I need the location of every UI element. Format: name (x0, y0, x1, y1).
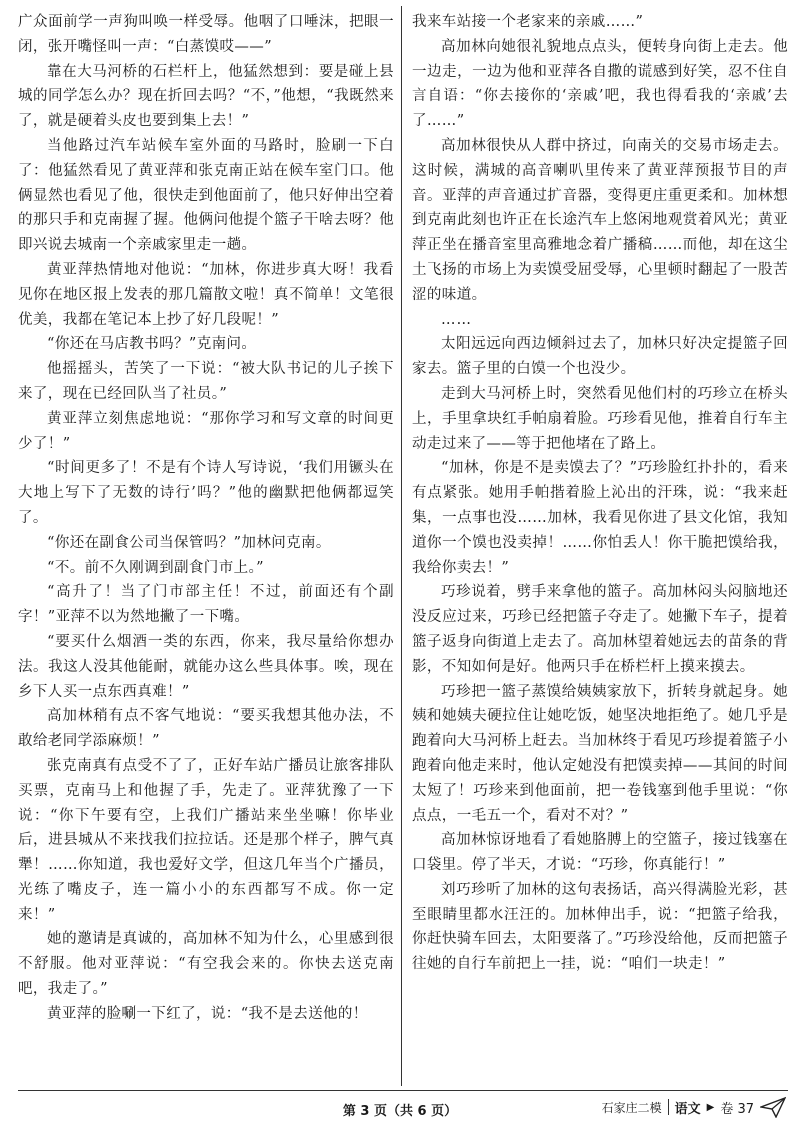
paragraph: 刘巧珍听了加林的这句表扬话，高兴得满脸光彩，甚至眼睛里都水汪汪的。加林伸出手，说：“把篮子给我，你赶快骑车回去，太阳要落了。”巧珍没给他，反而把篮子往她的自行车前把上一挂，说：“咱们一块走！” (412, 881, 788, 973)
paragraph: 广众面前学一声狗叫唤一样受辱。他咽了口唾沫，把眼一闭，张开嘴怪叫一声：“白蒸馍哎——” (18, 14, 394, 55)
arrow-icon: ▶ (706, 1101, 715, 1113)
paragraph: 高加林惊讶地看了看她胳膊上的空篮子，接过钱塞在口袋里。停了半天，才说：“巧珍，你真能行！” (412, 832, 788, 874)
paper-page-number: 卷 37 (720, 1101, 754, 1117)
paragraph: “时间更多了！不是有个诗人写诗说，‘我们用镢头在大地上写下了无数的诗行’吗？”他的幽默把他俩都逗笑了。 (18, 460, 394, 526)
paragraph: 高加林向她很礼貌地点点头，便转身向街上走去。他一边走，一边为他和亚萍各自撒的谎感到好笑，忍不住自言自语：“你去接你的‘亲戚’吧，我也得看我的‘亲戚’去了……” (412, 38, 788, 130)
paper-plane-icon (760, 1096, 786, 1118)
paragraph: “加林，你是不是卖馍去了？”巧珍脸红扑扑的，看来有点紧张。她用手帕揩着脸上沁出的汗珠，说：“我来赶集，一点事也没……加林，我看见你进了县文化馆，我知道你一个馍也没卖掉！……你怕丢人！你干脆把馍给我，我给你卖去！” (412, 460, 788, 576)
paragraph: 黄亚萍的脸唰一下红了，说：“我不是去送他的！ (47, 1005, 368, 1022)
brand-separator (668, 1099, 669, 1115)
paragraph: 他摇摇头，苦笑了一下说：“被大队书记的儿子挨下来了，现在已经回队当了社员。” (18, 361, 394, 402)
paragraph: 巧珍说着，劈手来拿他的篮子。高加林闷头闷脑地还没反应过来，巧珍已经把篮子夺走了。她撇下车子，提着篮子返身向街道上走去了。高加林望着她远去的苗条的背影，不知如何是好。他两只手在桥栏杆上摸来摸去。 (412, 584, 788, 675)
footer-rule (18, 1090, 788, 1091)
paragraph: 靠在大马河桥的石栏杆上，他猛然想到：要是碰上县城的同学怎么办？现在折回去吗？“不，”他想，“我既然来了，就是硬着头皮也要到集上去！” (18, 63, 394, 130)
paragraph: 她的邀请是真诚的，高加林不知为什么，心里感到很不舒服。他对亚萍说：“有空我会来的。你快去送克南吧，我走了。” (18, 931, 394, 998)
paragraph: “你还在马店教书吗？”克南问。 (47, 336, 257, 353)
paragraph: “高升了！当了门市部主任！不过，前面还有个副字！”亚萍不以为然地撇了一下嘴。 (18, 584, 394, 626)
paragraph: “不。前不久刚调到副食门市上。” (47, 559, 264, 576)
paragraph: 高加林稍有点不客气地说：“要买我想其他办法，不敢给老同学添麻烦！” (18, 708, 394, 750)
paragraph: 黄亚萍热情地对他说：“加林，你进步真大呀！我看见你在地区报上发表的那几篇散文啦！真不简单！文笔很优美，我都在笔记本上抄了好几段呢！” (18, 261, 394, 328)
paragraph: 高加林很快从人群中挤过，向南关的交易市场走去。这时候，满城的高音喇叭里传来了黄亚萍预报节目的声音。亚萍的声音通过扩音器，变得更庄重更柔和。加林想到克南此刻也许正在长途汽车上悠闲地观赏着风光；黄亚萍正坐在播音室里高雅地念着广播稿……而他，却在这尘土飞扬的市场上为卖馍受屈受辱，心里顿时翻起了一股苦涩的味道。 (412, 137, 788, 303)
paragraph: “你还在副食公司当保管吗？”加林问克南。 (47, 534, 331, 551)
right-column (412, 10, 788, 977)
subject-label: 语文 (674, 1101, 701, 1117)
paragraph: 张克南真有点受不了了，正好车站广播员让旅客排队买票，克南马上和他握了手，先走了。亚萍犹豫了一下说：“你下午要有空，上我们广播站来坐坐嘛！你毕业后，进县城从不来找我们拉拉话。还是那个样子，脾气真犟！……你知道，我也爱好文学，但这几年当个广播员，光练了嘴皮子，连一篇小小的东西都写不成。你一定来！” (18, 757, 394, 923)
exam-brand (602, 1096, 786, 1118)
page-footer (0, 1090, 800, 1130)
column-divider (401, 6, 402, 1086)
page-number: 第 3 页（共 6 页） (342, 1104, 458, 1119)
left-column (18, 10, 394, 1027)
paragraph: 太阳远远向西边倾斜过去了，加林只好决定提篮子回家去。篮子里的白馍一个也没少。 (412, 336, 788, 378)
exam-name: 石家庄二模 (601, 1100, 662, 1115)
paragraph: 黄亚萍立刻焦虑地说：“那你学习和写文章的时间更少了！” (18, 410, 394, 452)
paragraph: 巧珍把一篮子蒸馍给姨姨家放下，折转身就起身。她姨和她姨夫硬拉住让她吃饭，她坚决地拒绝了。她几乎是跑着向大马河桥上赶去。当加林终于看见巧珍提着篮子小跑着向他走来时，他认定她没有把馍卖掉——其间的时间太短了！巧珍来到他面前，把一卷钱塞到他手里说：“你点点，一毛五一个，看对不对？” (412, 683, 788, 824)
paragraph: 当他路过汽车站候车室外面的马路时，脸刷一下白了：他猛然看见了黄亚萍和张克南正站在候车室门口。他俩显然也看见了他，很快走到他面前了，他只好伸出空着的那只手和克南握了握。他俩问他提个篮子干啥去呀？他即兴说去城南一个亲戚家里走一趟。 (18, 137, 394, 254)
paragraph: …… (441, 311, 472, 328)
paragraph: “要买什么烟酒一类的东西，你来，我尽量给你想办法。我这人没其他能耐，就能办这么些具体事。唉，现在乡下人买一点东西真难！” (18, 633, 394, 700)
paragraph: 走到大马河桥上时，突然看见他们村的巧珍立在桥头上，手里拿块红手帕扇着脸。巧珍看见他，推着自行车主动走过来了——等于把他堵在了路上。 (412, 385, 788, 452)
paragraph: 我来车站接一个老家来的亲戚……” (412, 14, 644, 30)
